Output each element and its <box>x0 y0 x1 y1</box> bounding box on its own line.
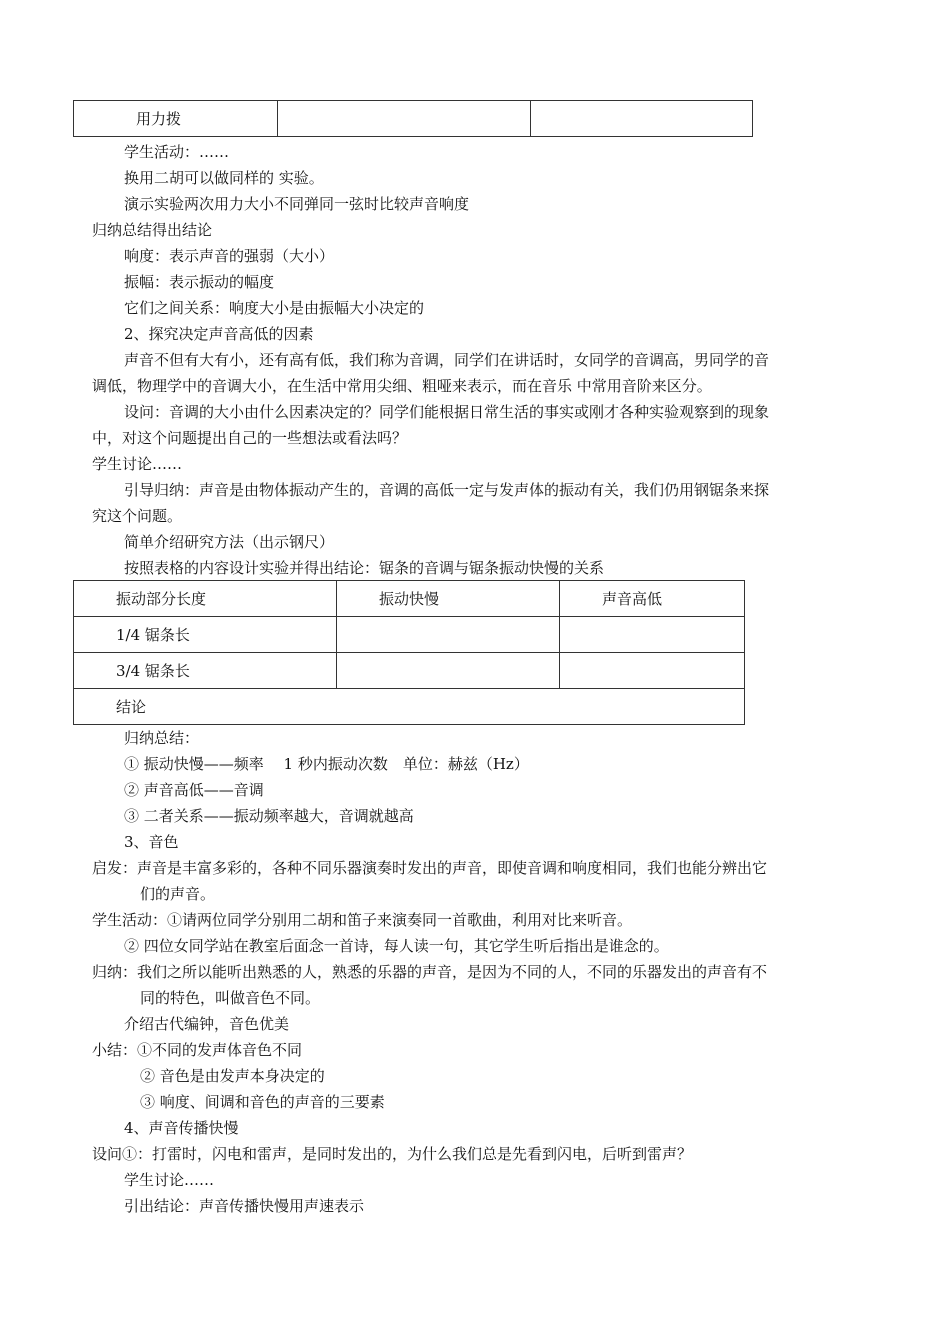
table-cell: 1/4 锯条长 <box>74 617 337 653</box>
table-cell: 3/4 锯条长 <box>74 653 337 689</box>
text-line: 演示实验两次用力大小不同弹同一弦时比较声音响度 <box>124 195 470 213</box>
table-row <box>74 653 745 689</box>
table-cell <box>337 653 560 689</box>
text-line: ① 振动快慢——频率 1 秒内振动次数 单位：赫兹（Hz） <box>124 755 529 773</box>
table-cell <box>531 101 753 137</box>
text-line: 归纳总结： <box>124 729 200 747</box>
table-row <box>74 101 753 137</box>
text-line: 简单介绍研究方法（出示钢尺） <box>124 533 335 551</box>
text-line: 介绍古代编钟，音色优美 <box>124 1015 290 1033</box>
table-cell <box>560 653 745 689</box>
text-line: ② 声音高低——音调 <box>124 781 264 799</box>
table-pluck <box>73 100 753 137</box>
text-line: 按照表格的内容设计实验并得出结论：锯条的音调与锯条振动快慢的关系 <box>124 559 605 577</box>
text-line: 设问：音调的大小由什么因素决定的？同学们能根据日常生活的事实或刚才各种实验观察到的现象 <box>124 403 770 421</box>
text-line: 调低，物理学中的音调大小，在生活中常用尖细、粗哑来表示，而在音乐 中常用音阶来区分。 <box>92 377 712 395</box>
text-line: 小结：①不同的发声体音色不同 <box>92 1041 303 1059</box>
text-line: 归纳总结得出结论 <box>92 221 213 239</box>
table-cell <box>278 101 531 137</box>
section-heading: 3、音色 <box>124 833 179 851</box>
table-cell: 用力拨 <box>74 101 278 137</box>
text-line: 换用二胡可以做同样的 实验。 <box>124 169 324 187</box>
table-row <box>74 689 745 725</box>
table-conclusion-cell: 结论 <box>74 689 745 725</box>
text-line: 启发：声音是丰富多彩的，各种不同乐器演奏时发出的声音，即使音调和响度相同，我们也能分辨出它 <box>92 859 768 877</box>
text-line: 它们之间关系：响度大小是由振幅大小决定的 <box>124 299 425 317</box>
table-cell <box>560 617 745 653</box>
table-cell <box>337 617 560 653</box>
text-line: 学生讨论…… <box>92 455 183 473</box>
table-row <box>74 617 745 653</box>
text-line: ③ 二者关系——振动频率越大，音调就越高 <box>124 807 414 825</box>
table-header-cell: 振动部分长度 <box>74 581 337 617</box>
text-line: 响度：表示声音的强弱（大小） <box>124 247 335 265</box>
text-line: 究这个问题。 <box>92 507 183 525</box>
table-header-cell: 振动快慢 <box>337 581 560 617</box>
text-line: 引导归纳：声音是由物体振动产生的，音调的高低一定与发声体的振动有关，我们仍用钢锯条来探 <box>124 481 770 499</box>
section-heading: 4、声音传播快慢 <box>124 1119 239 1137</box>
table-header-cell: 声音高低 <box>560 581 745 617</box>
text-line: 学生活动：①请两位同学分别用二胡和笛子来演奏同一首歌曲，利用对比来听音。 <box>92 911 633 929</box>
table-saw-blade <box>73 580 745 725</box>
text-line: ② 四位女同学站在教室后面念一首诗，每人读一句，其它学生听后指出是谁念的。 <box>124 937 669 955</box>
text-line: 设问①：打雷时，闪电和雷声，是同时发出的，为什么我们总是先看到闪电，后听到雷声？ <box>92 1145 693 1163</box>
table-header-row <box>74 581 745 617</box>
text-line: 同的特色，叫做音色不同。 <box>140 989 321 1007</box>
text-line: 引出结论：声音传播快慢用声速表示 <box>124 1197 365 1215</box>
text-line: 声音不但有大有小，还有高有低，我们称为音调，同学们在讲话时，女同学的音调高，男同学的音 <box>124 351 770 369</box>
text-line: 们的声音。 <box>140 885 216 903</box>
text-line: 归纳：我们之所以能听出熟悉的人，熟悉的乐器的声音，是因为不同的人，不同的乐器发出的声音有不 <box>92 963 768 981</box>
text-line: 学生讨论…… <box>124 1171 215 1189</box>
text-line: 中，对这个问题提出自己的一些想法或看法吗？ <box>92 429 408 447</box>
section-heading: 2、探究决定声音高低的因素 <box>124 325 314 343</box>
text-line: ③ 响度、间调和音色的声音的三要素 <box>140 1093 385 1111</box>
text-line: ② 音色是由发声本身决定的 <box>140 1067 325 1085</box>
text-line: 振幅：表示振动的幅度 <box>124 273 275 291</box>
text-line: 学生活动：…… <box>124 143 230 161</box>
